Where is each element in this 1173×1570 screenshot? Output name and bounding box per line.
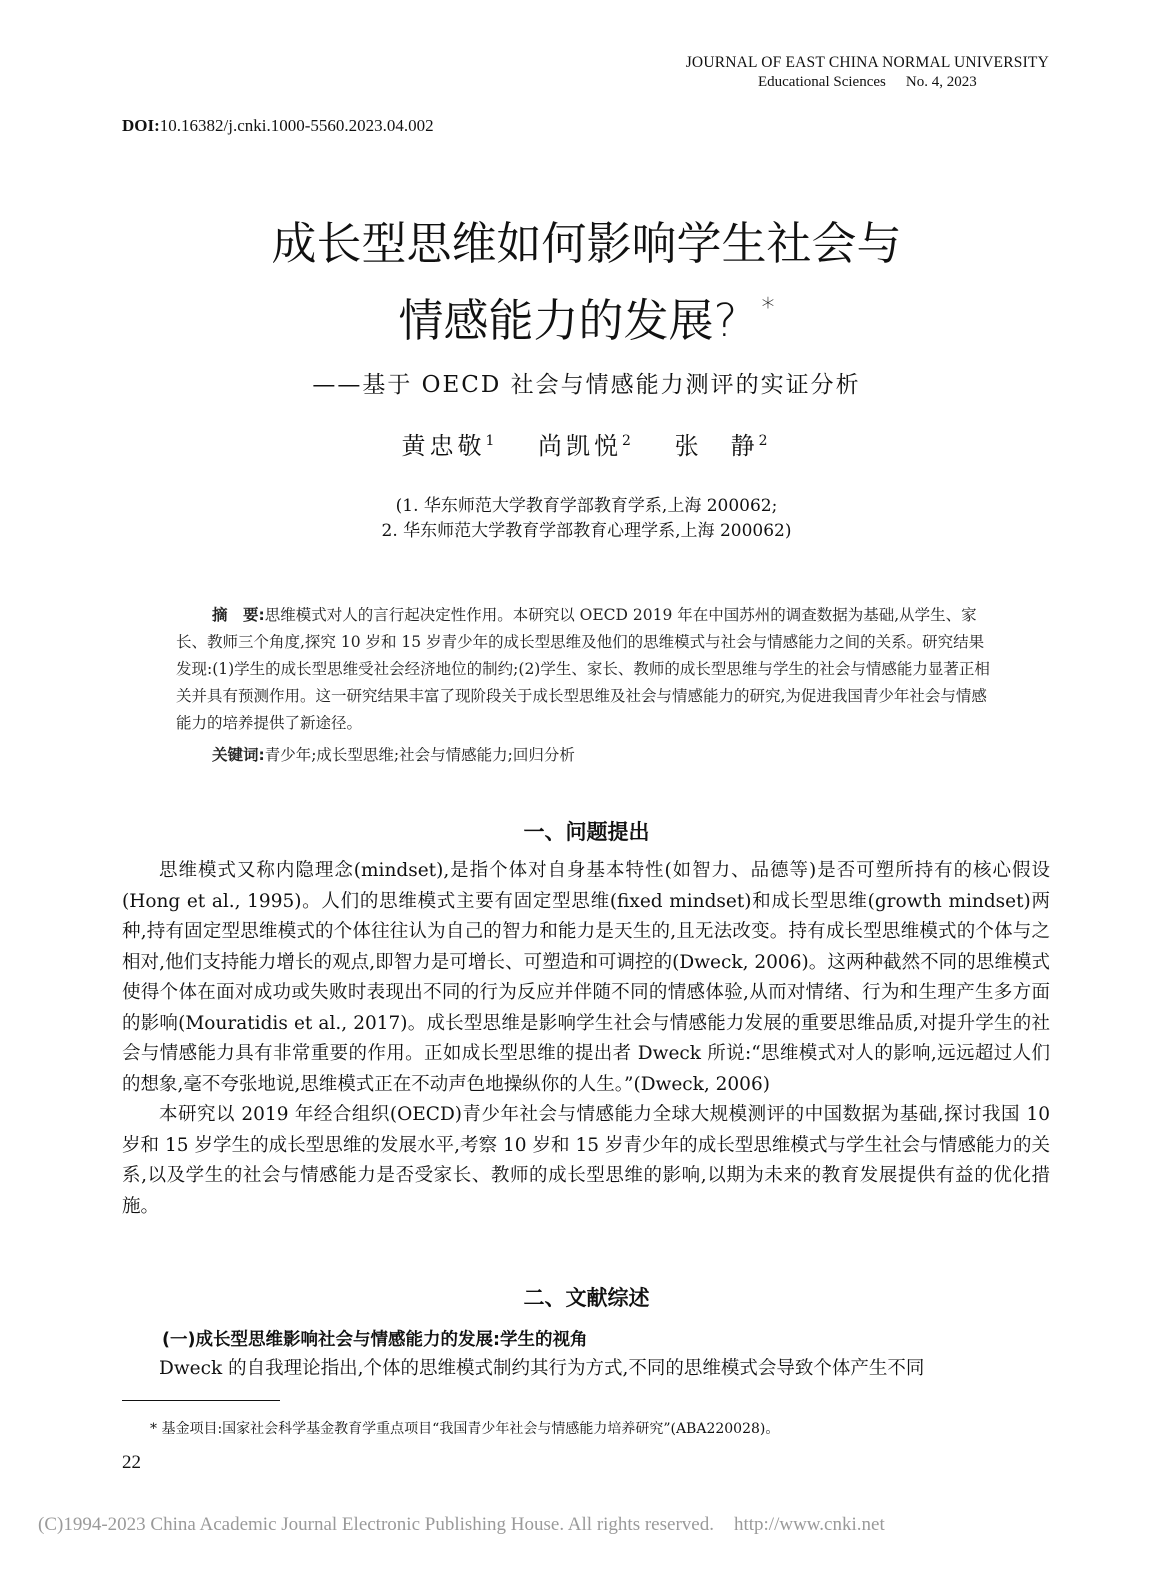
paragraph: Dweck 的自我理论指出,个体的思维模式制约其行为方式,不同的思维模式会导致个体产生不同 — [159, 1358, 925, 1379]
section-2-body — [122, 1354, 1050, 1385]
paper-title — [0, 212, 1173, 353]
title-line-1: 成长型思维如何影响学生社会与 — [271, 217, 902, 270]
paper-subtitle: ——基于 OECD 社会与情感能力测评的实证分析 — [312, 372, 861, 398]
journal-header — [686, 54, 1049, 91]
journal-section: Educational Sciences — [757, 74, 886, 90]
keywords-label: 关键词: — [212, 746, 265, 764]
author-name: 尚凯悦 — [538, 432, 623, 460]
footnote-divider — [122, 1400, 280, 1401]
copyright-url: http://www.cnki.net — [733, 1514, 885, 1535]
title-line-2-wrap — [0, 276, 1173, 353]
footnote: * 基金项目:国家社会科学基金教育学重点项目“我国青少年社会与情感能力培养研究”(ABA220028)。 — [150, 1421, 780, 1437]
author-name: 张 静 — [674, 432, 759, 460]
author — [401, 432, 498, 460]
section-1-body — [122, 856, 1050, 1222]
journal-issue-line — [686, 74, 1049, 91]
journal-issue: No. 4, 2023 — [905, 74, 977, 90]
abstract-label: 摘 要: — [212, 606, 265, 624]
affiliations — [0, 494, 1173, 544]
subsection-heading: (一)成长型思维影响社会与情感能力的发展:学生的视角 — [162, 1330, 588, 1350]
doi-label: DOI: — [122, 116, 160, 135]
section-heading-2: 二、文献综述 — [523, 1286, 650, 1310]
author — [675, 432, 772, 460]
keywords — [212, 743, 575, 765]
abstract — [176, 602, 996, 737]
page-number: 22 — [122, 1452, 141, 1473]
author-affil-mark: 1 — [485, 433, 499, 449]
section-heading-1: 一、问题提出 — [523, 820, 650, 844]
journal-name: JOURNAL OF EAST CHINA NORMAL UNIVERSITY — [685, 54, 1049, 71]
doi — [122, 116, 434, 136]
author-affil-mark: 2 — [622, 433, 635, 449]
title-line-2: 情感能力的发展? — [398, 294, 738, 347]
authors — [0, 426, 1173, 461]
keywords-text: 青少年;成长型思维;社会与情感能力;回归分析 — [264, 746, 575, 764]
affiliation-1: (1. 华东师范大学教育学部教育学系,上海 200062; — [395, 496, 778, 516]
paragraph: 本研究以 2019 年经合组织(OECD)青少年社会与情感能力全球大规模测评的中国数据为基础,探讨我国 10 岁和 15 岁学生的成长型思维的发展水平,考察 10 岁和 15 岁青少年的成长型思维模式与学生社会与情感能力的关系,以及学生的社会与情感能力是否受家长、教师的成长型思维的影响,以期为未来的教育发展提供有益的优化措施。 — [122, 1104, 1050, 1217]
title-footnote-star: * — [761, 293, 775, 323]
doi-value: 10.16382/j.cnki.1000-5560.2023.04.002 — [159, 116, 434, 135]
affiliation-2: 2. 华东师范大学教育学部教育心理学系,上海 200062) — [381, 521, 792, 541]
copyright-watermark — [38, 1514, 885, 1536]
author — [538, 432, 635, 460]
author-affil-mark: 2 — [758, 433, 772, 449]
paragraph: 思维模式又称内隐理念(mindset),是指个体对自身基本特性(如智力、品德等)是否可塑所持有的核心假设(Hong et al., 1995)。人们的思维模式主要有固定型思维(fixed mindset)和成长型思维(growth mindset)两种,持有固定型思维模式的个体往往认为自己的智力和能力是天生的,且无法改变。持有成长型思维模式的个体与之相对,他们支持能力增长的观点,即智力是可增长、可塑造和可调控的(Dweck, 2006)。这两种截然不同的思维模式使得个体在面对成功或失败时表现出不同的行为反应并伴随不同的情感体验,从而对情绪、行为和生理产生多方面的影响(Mouratidis et al., 2017)。成长型思维是影响学生社会与情感能力发展的重要思维品质,对提升学生的社会与情感能力具有非常重要的作用。正如成长型思维的提出者 Dweck 所说:“思维模式对人的影响,远远超过人们的想象,毫不夸张地说,思维模式正在不动声色地操纵你的人生。”(Dweck, 2006) — [122, 860, 1050, 1095]
copyright-text: (C)1994-2023 China Academic Journal Electronic Publishing House. All rights reserved. — [38, 1514, 714, 1535]
author-name: 黄忠敬 — [401, 432, 486, 460]
abstract-text: 思维模式对人的言行起决定性作用。本研究以 OECD 2019 年在中国苏州的调查数据为基础,从学生、家长、教师三个角度,探究 10 岁和 15 岁青少年的成长型思维及他们的思维模式与社会与情感能力之间的关系。研究结果发现:(1)学生的成长型思维受社会经济地位的制约;(2)学生、家长、教师的成长型思维与学生的社会与情感能力显著正相关并具有预测作用。这一研究结果丰富了现阶段关于成长型思维及社会与情感能力的研究,为促进我国青少年社会与情感能力的培养提供了新途径。 — [176, 606, 990, 732]
